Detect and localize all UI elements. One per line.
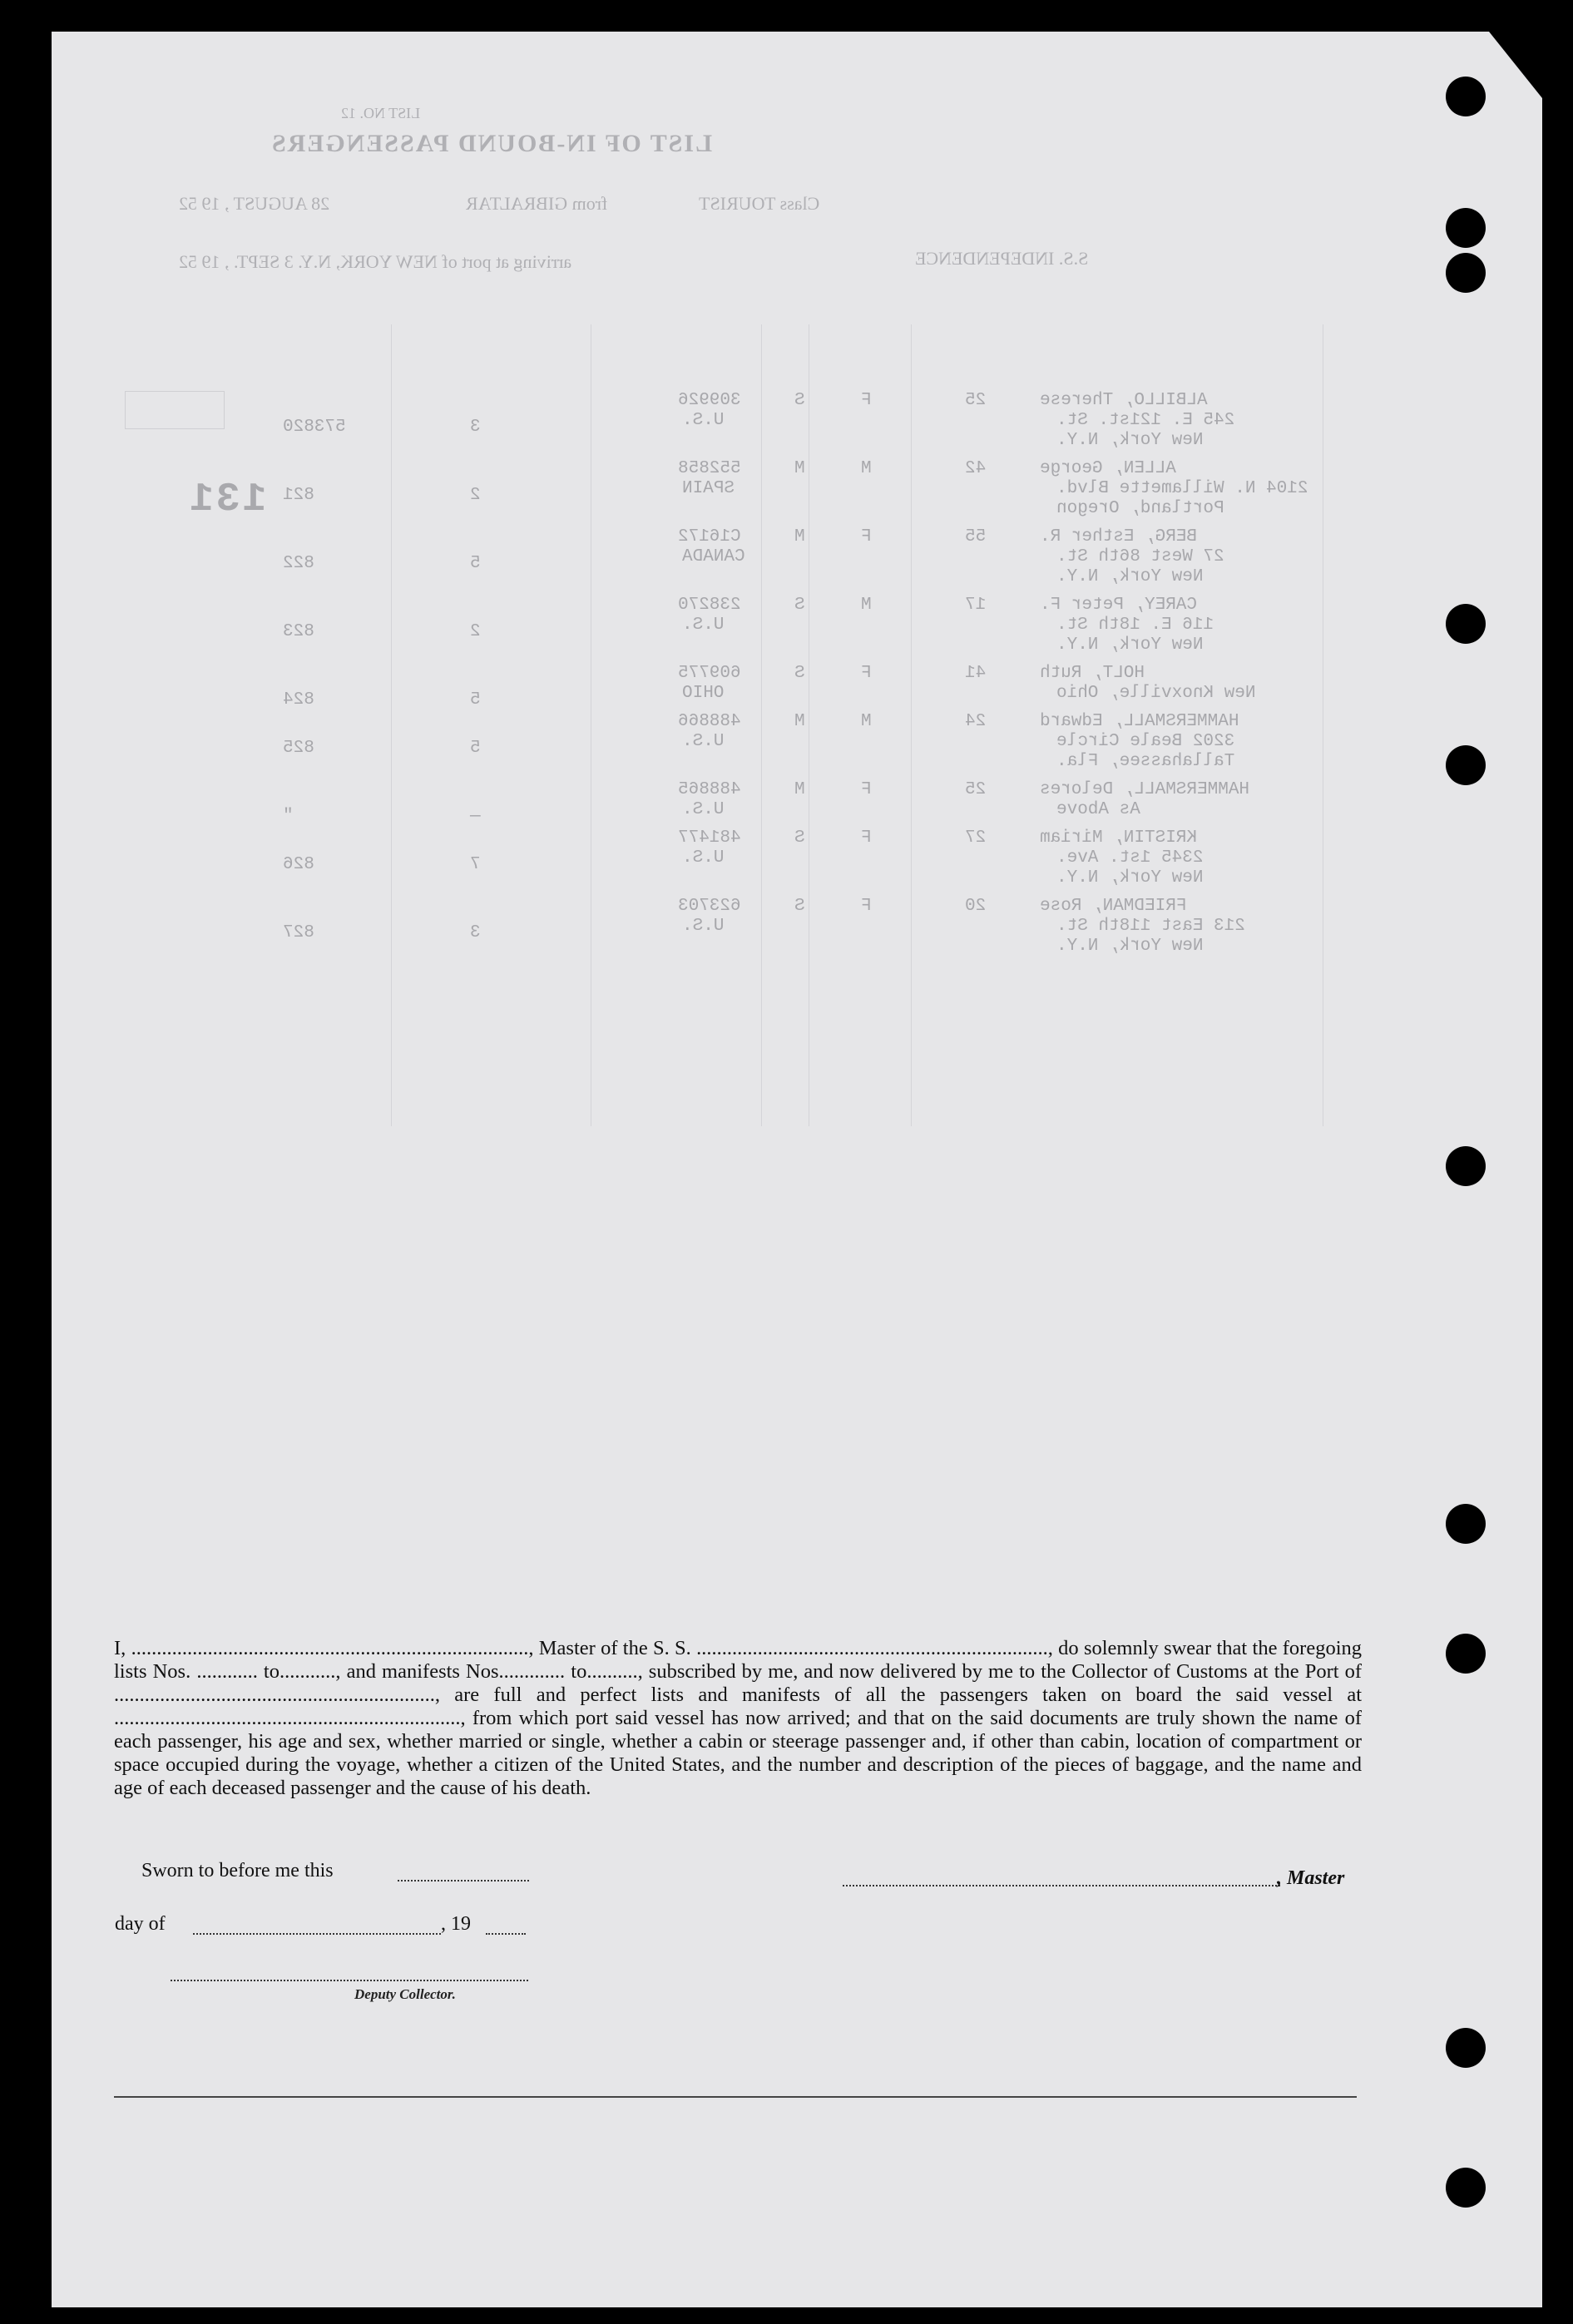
ghost-passenger-status: S [794,596,805,615]
blank-list-from: ............ [196,1660,258,1683]
ghost-row-number: 824 [283,690,314,710]
ghost-country: U.S. [682,616,725,635]
ghost-passport-no: C16172 [678,527,741,546]
ghost-passenger-status: S [794,664,805,683]
sworn-text: Sworn to before me this [141,1860,334,1881]
ghost-passenger-address: 27 West 86th St. [1056,547,1224,566]
ghost-baggage-pieces: 5 [470,554,481,573]
ghost-country: U.S. [682,800,725,819]
ghost-passenger-address: As Above [1056,800,1140,819]
oath-paragraph [114,1637,1362,1800]
punch-hole [1446,253,1486,293]
ghost-passenger-status: M [794,527,805,546]
ghost-passport-no: 309926 [678,391,741,410]
punch-hole [1446,1146,1486,1186]
day-of-line [193,1933,441,1935]
manifest-page [52,32,1542,2307]
ghost-class: Class TOURIST [699,193,820,214]
oath-text: I, [114,1637,126,1659]
ghost-country: U.S. [682,411,725,430]
deputy-collector-label: Deputy Collector. [354,1986,456,2002]
ghost-passenger-sex: M [861,712,872,731]
ghost-passenger-sex: F [861,527,872,546]
punch-hole [1446,2028,1486,2068]
ghost-passenger-sex: F [861,391,872,410]
oath-text: , Master of the S. S. [528,1637,691,1659]
punch-hole [1446,745,1486,785]
ghost-passenger-sex: M [861,459,872,478]
ghost-country: U.S. [682,848,725,868]
oath-text: manifests of all the passengers taken on board the said vessel at [742,1684,1363,1706]
ghost-row-number: 821 [283,486,314,505]
ghost-vessel: S.S. INDEPENDENCE [915,248,1089,269]
ghost-passenger-name: BERG, Esther R. [1040,527,1198,546]
ghost-passport-no: 481477 [678,828,741,848]
ghost-passenger-address: 2104 N. Willamette Blvd. [1056,479,1308,498]
blank-manifest-to: .......... [586,1660,638,1683]
ghost-row-number: 826 [283,855,314,874]
punch-hole [1446,1634,1486,1674]
ghost-passport-no: 623703 [678,897,741,916]
ghost-passenger-address: New Knoxville, Ohio [1056,684,1256,703]
ghost-passenger-age: 17 [965,596,987,615]
oath-text: delivered by me to the Collector of Customs at the Port of [880,1660,1363,1683]
ghost-passenger-sex: F [861,664,872,683]
ghost-passenger-address: New York, N.Y. [1056,937,1204,956]
oath-text: swear that the foregoing lists Nos. [114,1637,1363,1683]
ghost-passenger-age: 25 [965,391,987,410]
ghost-passenger-age: 41 [965,664,987,683]
ghost-country: OHIO [682,684,725,703]
ghost-passenger-address: Tallahassee, Fla. [1056,752,1235,771]
ghost-passenger-address: New York, N.Y. [1056,567,1204,586]
oath-text: , and manifests Nos. [335,1660,504,1683]
blank-departure-port: .................................................................... [114,1707,461,1729]
ghost-country: U.S. [682,917,725,936]
ghost-passenger-age: 24 [965,712,987,731]
ghost-passport-no: 488865 [678,780,741,799]
ghost-passenger-address: Portland, Oregon [1056,499,1224,518]
ghost-passport-no: 609775 [678,664,741,683]
deputy-signature-line [171,1980,528,1981]
ghost-passenger-age: 20 [965,897,987,916]
oath-text: to [263,1660,279,1683]
ghost-column-rule [761,324,762,1126]
ghost-passenger-status: M [794,712,805,731]
punch-hole [1446,604,1486,644]
ghost-column-rule [911,324,912,1126]
ghost-passenger-address: New York, N.Y. [1056,431,1204,450]
ghost-country: SPAIN [682,479,735,498]
ghost-passenger-name: HAMMERSMALL, Edward [1040,712,1239,731]
ghost-row-number: 825 [283,739,314,758]
ghost-passport-no: 552858 [678,459,741,478]
ghost-row-number: " [283,807,294,826]
ghost-passenger-sex: F [861,897,872,916]
oath-text: , are full and perfect lists and [434,1684,728,1706]
ghost-from: from GIBRALTAR [466,193,608,214]
ghost-country: CANADA [682,547,745,566]
ghost-passenger-address: 116 E. 18th St. [1056,616,1214,635]
ghost-country: U.S. [682,732,725,751]
ghost-passenger-address: 245 E. 121st. St. [1056,411,1235,430]
ghost-passenger-address: 3202 Beale Circle [1056,732,1235,751]
ghost-passenger-name: CAREY, Peter F. [1040,596,1198,615]
oath-text: , from which [460,1707,569,1729]
oath-text: , do solemnly [1047,1637,1159,1659]
blank-port: ............................................................... [114,1684,435,1706]
ghost-passenger-age: 25 [965,780,987,799]
ghost-passenger-address: 2345 1st. Ave. [1056,848,1204,868]
oath-text: to [571,1660,587,1683]
ghost-stamp-number: 131 [187,477,267,522]
ghost-passenger-status: M [794,780,805,799]
ghost-passenger-status: S [794,897,805,916]
ghost-row-number: 822 [283,554,314,573]
ghost-passenger-address: 213 East 118th St. [1056,917,1245,936]
ghost-passenger-address: New York, N.Y. [1056,868,1204,888]
ghost-passenger-name: HAMMERSMALL, Delores [1040,780,1250,799]
year-line [486,1933,526,1935]
ghost-baggage-pieces: — [470,807,481,826]
ghost-passport-no: 238270 [678,596,741,615]
day-of-label: day of [115,1913,166,1935]
ghost-baggage-pieces: 5 [470,739,481,758]
ghost-passport-no: 488866 [678,712,741,731]
oath-text: port said vessel has now arrived; and that on the said documents are truly shown the name of each passenger, his age and sex, whether married or single, whether a cabin or steerage passenger and, if other than cabin, location of compartment or space occupied during the voyage, whether a citizen of the United States, and the number and description of the pieces of baggage, and the name and age of each deceased passenger and the cause of his death. [114,1707,1363,1799]
blank-manifest-from: ............ [503,1660,566,1683]
ghost-passenger-status: S [794,828,805,848]
blank-list-to: ........... [279,1660,336,1683]
ghost-baggage-pieces: 5 [470,690,481,710]
punch-hole [1446,1504,1486,1544]
ghost-passenger-age: 42 [965,459,987,478]
punch-hole [1446,208,1486,248]
punch-hole [1446,2168,1486,2208]
ghost-column-rule [391,324,392,1126]
ghost-passenger-name: FRIEDMAN, Rose [1040,897,1187,916]
ghost-row-number: 827 [283,923,314,942]
blank-vessel-name: ..................................................................... [696,1637,1048,1659]
ghost-passenger-sex: F [861,780,872,799]
ghost-passenger-age: 55 [965,527,987,546]
ghost-arriving: arriving at port of NEW YORK, N.Y. 3 SEPT. , 19 52 [179,251,572,272]
ghost-passenger-name: KRISTIN, Miriam [1040,828,1198,848]
blank-master-name: .............................................................................. [131,1637,529,1659]
year-label: , 19 [441,1913,471,1935]
punch-hole [1446,77,1486,116]
bottom-rule [114,2096,1357,2098]
master-signature-line [843,1885,1280,1886]
ghost-box [125,391,225,429]
ghost-baggage-pieces: 2 [470,622,481,641]
sworn-date-line [398,1880,529,1881]
ghost-passenger-name: ALBILLO, Therese [1040,391,1208,410]
page-corner-cut [1489,32,1542,98]
ghost-baggage-pieces: 7 [470,855,481,874]
ghost-row-number: 823 [283,622,314,641]
ghost-passenger-status: S [794,391,805,410]
ghost-baggage-pieces: 3 [470,923,481,942]
ghost-passenger-name: ALLEN, George [1040,459,1176,478]
ghost-passenger-age: 27 [965,828,987,848]
ghost-baggage-pieces: 2 [470,486,481,505]
ghost-title: LIST OF IN-BOUND PASSENGERS [270,130,713,157]
ghost-row-number: 573820 [283,418,346,437]
ghost-passenger-sex: M [861,596,872,615]
ghost-passenger-status: M [794,459,805,478]
oath-text: , subscribed by me, and now [637,1660,875,1683]
ghost-passenger-address: New York, N.Y. [1056,635,1204,655]
ghost-list-no: LIST NO. 12 [341,105,421,121]
ghost-passenger-sex: F [861,828,872,848]
ghost-passenger-name: HOLT, Ruth [1040,664,1145,683]
ghost-date: 28 AUGUST , 19 52 [179,193,330,214]
master-label: , Master [1277,1867,1345,1889]
ghost-baggage-pieces: 3 [470,418,481,437]
